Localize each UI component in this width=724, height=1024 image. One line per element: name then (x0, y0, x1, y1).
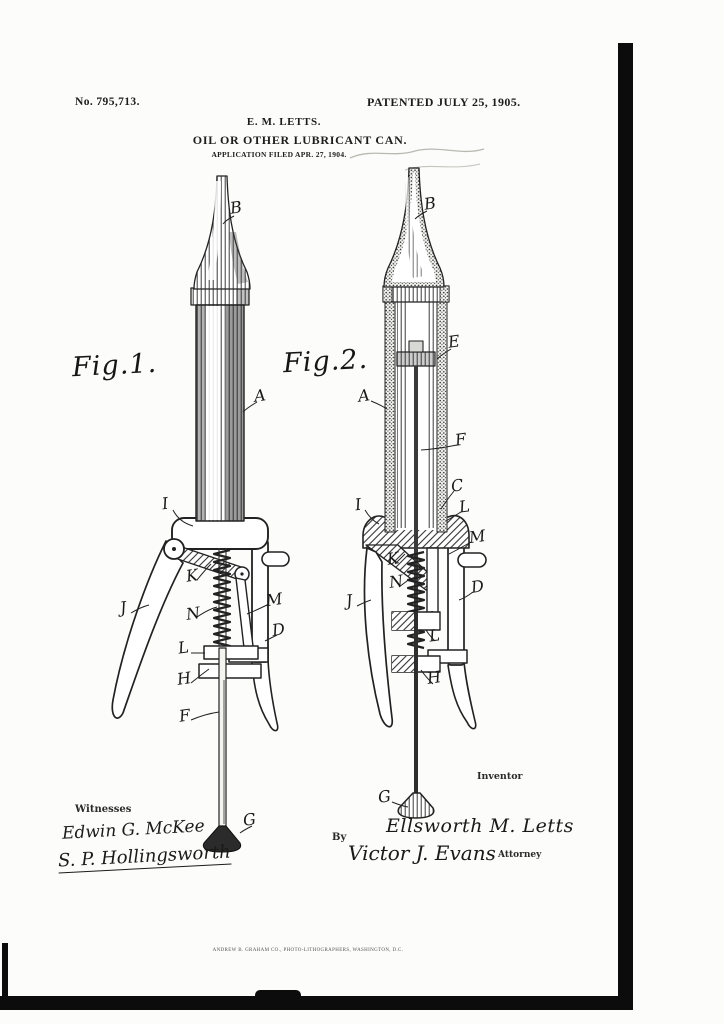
part-label-fig1-h: H (175, 668, 193, 689)
part-label-fig1-m: M (264, 588, 284, 611)
figure-2-drawing (357, 168, 486, 818)
part-label-fig2-j: J (344, 590, 354, 611)
part-label-fig1-k: K (184, 565, 200, 586)
part-label-fig2-k: K (385, 548, 401, 569)
part-label-fig2-n: N (387, 571, 405, 592)
part-label-fig2-a: A (356, 385, 371, 406)
fig2-pawl-strip (427, 548, 438, 617)
attorney-signature: Victor J. Evans (348, 841, 496, 865)
by-label: By (332, 832, 347, 843)
fig1-barrel (191, 288, 249, 521)
part-label-fig2-c: C (449, 475, 465, 496)
fig1-trigger-lever (112, 541, 183, 718)
part-label-fig2-l-lower: L (427, 625, 441, 646)
fig1-plunger-rod (219, 648, 226, 826)
inventor-signature: Ellsworth M. Letts (386, 815, 574, 837)
part-label-fig2-f: F (453, 429, 468, 450)
part-label-fig2-g: G (376, 786, 393, 807)
part-label-fig1-l: L (176, 637, 190, 658)
part-label-fig2-l-upper: L (457, 496, 471, 517)
part-label-fig1-a: A (252, 385, 267, 406)
part-label-fig2-d: D (469, 576, 486, 597)
part-label-fig1-b: B (228, 197, 244, 218)
witness-signature-1: Edwin G. McKee (61, 816, 206, 844)
part-label-fig1-d: D (270, 619, 287, 640)
fig1-caption: Fig.1. (71, 347, 158, 384)
invention-title: OIL OR OTHER LUBRICANT CAN. (192, 133, 408, 147)
scan-border-left-sliver (2, 943, 8, 1000)
part-label-fig1-i: I (160, 493, 170, 514)
figure-1-drawing (112, 176, 289, 852)
fig2-caption: Fig.2. (282, 343, 369, 380)
fig1-pawl (236, 578, 253, 652)
scan-border-right (618, 43, 633, 1010)
part-label-fig1-g: G (241, 809, 258, 830)
inventor-name-heading: E. M. LETTS. (246, 116, 322, 128)
part-label-fig2-i: I (353, 494, 363, 515)
fig2-nozzle (384, 168, 444, 287)
patent-date: PATENTED JULY 25, 1905. (367, 95, 521, 109)
scan-border-bottom (0, 996, 633, 1010)
part-label-fig1-f: F (177, 705, 192, 726)
attorney-label: Attorney (498, 850, 542, 860)
part-label-fig2-m: M (467, 525, 487, 548)
inventor-heading: Inventor (477, 771, 523, 782)
scan-border-bump (255, 990, 301, 1000)
part-label-fig2-h: H (425, 667, 443, 688)
printer-imprint: ANDREW B. GRAHAM CO., PHOTO-LITHOGRAPHERS, WASHINGTON, D.C. (212, 948, 404, 953)
fig1-nozzle (194, 176, 250, 289)
part-label-fig1-j: J (118, 597, 128, 618)
part-label-fig2-e: E (446, 331, 461, 352)
application-line: APPLICATION FILED APR. 27, 1904. (211, 150, 347, 159)
witness-signature-2: S. P. Hollingsworth (57, 841, 232, 872)
part-label-fig1-n: N (184, 603, 202, 624)
part-label-fig2-b: B (422, 193, 438, 214)
patent-number: No. 795,713. (75, 96, 140, 108)
witnesses-heading: Witnesses (75, 804, 132, 815)
pencil-squiggle-marks (350, 149, 484, 170)
